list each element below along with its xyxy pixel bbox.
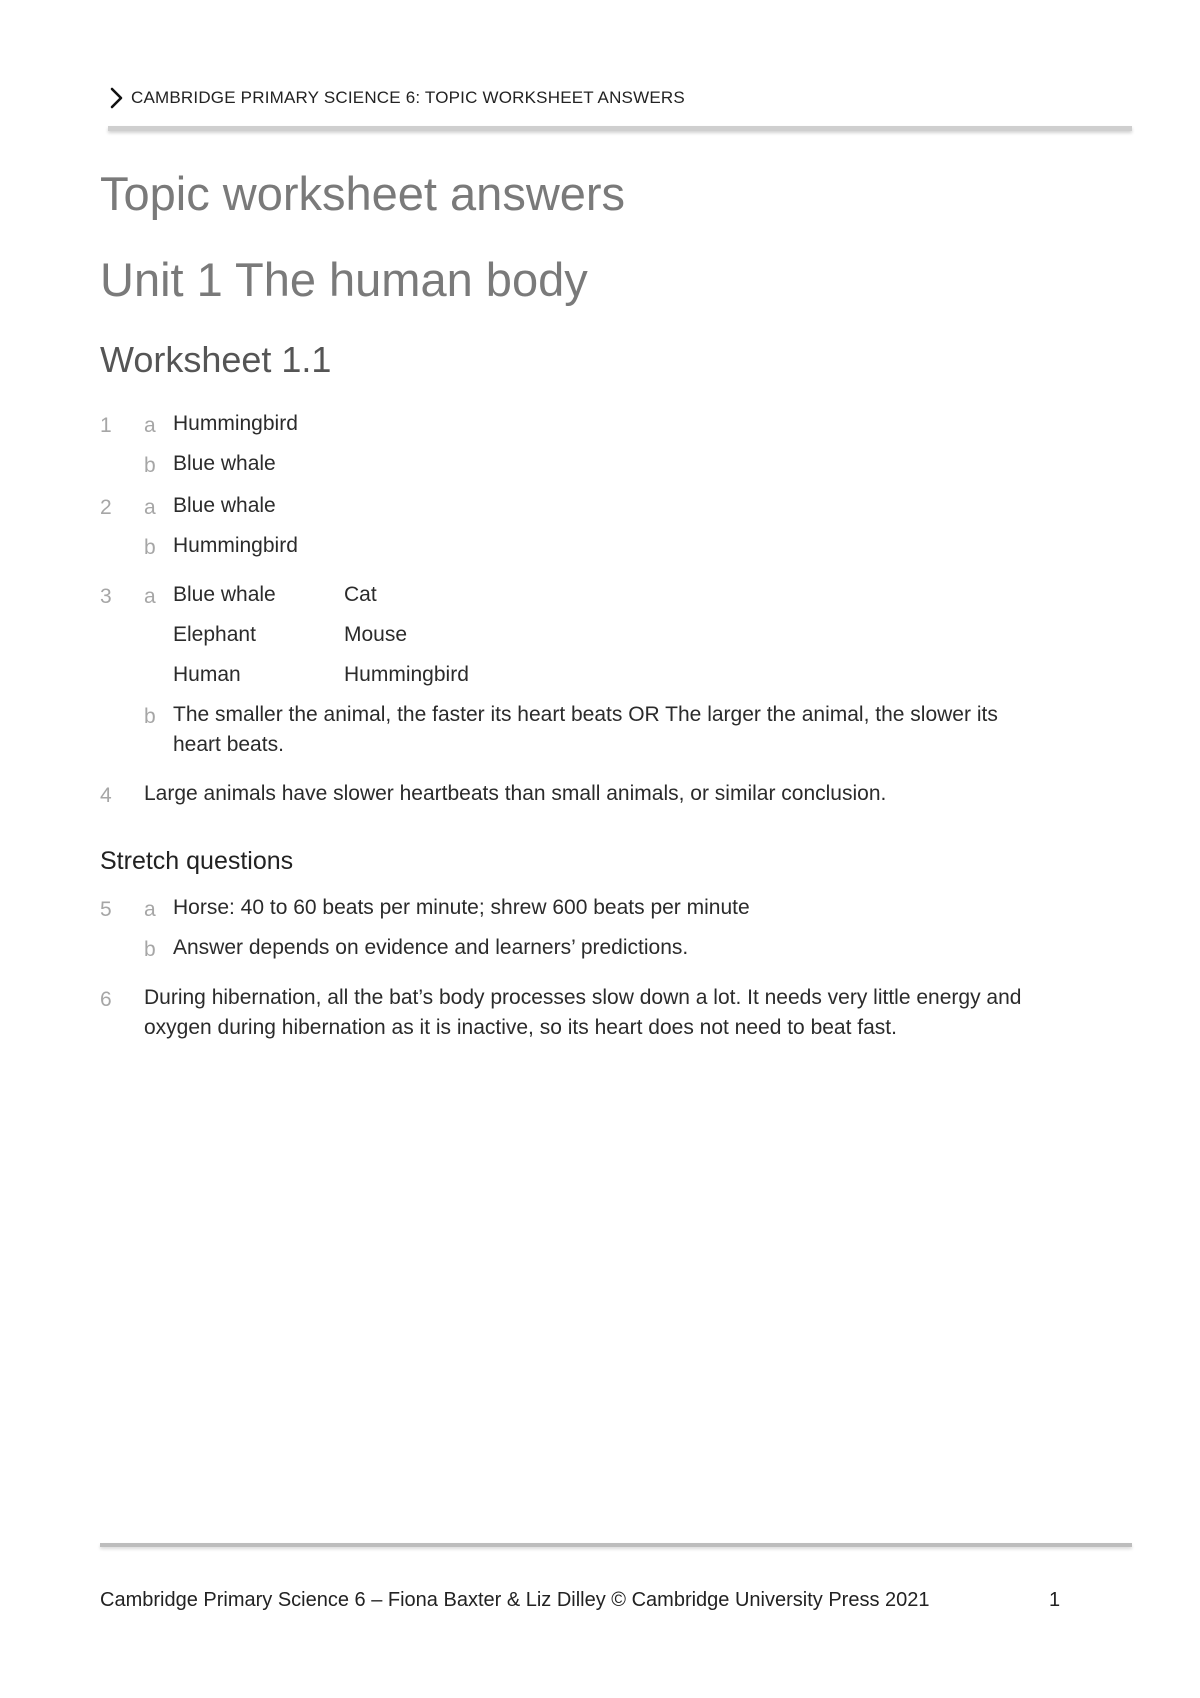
sub-label: a [144, 496, 156, 519]
answer-text: The smaller the animal, the faster its heart beats OR The larger the animal, the slower its heart beats. [173, 703, 998, 756]
header-divider [108, 126, 1132, 131]
question-number: 5 [100, 898, 112, 921]
sub-label: b [144, 705, 156, 728]
grid-cell: Human [173, 663, 241, 686]
grid-cell: Mouse [344, 623, 408, 646]
answer-text: During hibernation, all the bat’s body processes slow down a lot. It needs very little energy and oxygen during hibernation as it is inactive, so its heart does not need to beat fast. [144, 986, 1022, 1039]
footer-divider [100, 1543, 1132, 1547]
answer-text: Hummingbird [173, 534, 298, 557]
answer-text: Large animals have slower heartbeats than small animals, or similar conclusion. [144, 782, 887, 805]
question-number: 6 [100, 988, 112, 1011]
grid-cell: Elephant [173, 623, 256, 646]
footer-copyright: Cambridge Primary Science 6 – Fiona Baxter & Liz Dilley © Cambridge University Press 2021 [100, 1589, 930, 1611]
grid-cell: Cat [344, 583, 377, 606]
grid-cell: Hummingbird [344, 663, 469, 686]
sub-label: a [144, 414, 156, 437]
grid-cell: Blue whale [173, 583, 276, 606]
answer-text: Blue whale [173, 452, 276, 475]
answer-text: Horse: 40 to 60 beats per minute; shrew 600 beats per minute [173, 896, 750, 919]
unit-heading: Unit 1 The human body [100, 253, 588, 306]
header-title: CAMBRIDGE PRIMARY SCIENCE 6: TOPIC WORKSHEET ANSWERS [131, 88, 685, 107]
sub-label: b [144, 938, 156, 961]
sub-label: a [144, 898, 156, 921]
worksheet-heading: Worksheet 1.1 [100, 339, 332, 380]
sub-label: a [144, 585, 156, 608]
page-title: Topic worksheet answers [100, 167, 626, 220]
sub-label: b [144, 454, 156, 477]
answer-text: Answer depends on evidence and learners’ predictions. [173, 936, 689, 959]
answer-text: Blue whale [173, 494, 276, 517]
question-number: 3 [100, 585, 112, 608]
question-number: 2 [100, 496, 112, 519]
sub-label: b [144, 536, 156, 559]
chevron-right-icon [107, 86, 127, 110]
question-number: 1 [100, 414, 112, 437]
question-number: 4 [100, 784, 112, 807]
page-number: 1 [1049, 1589, 1061, 1611]
answer-text: Hummingbird [173, 412, 298, 435]
stretch-heading: Stretch questions [100, 847, 294, 875]
